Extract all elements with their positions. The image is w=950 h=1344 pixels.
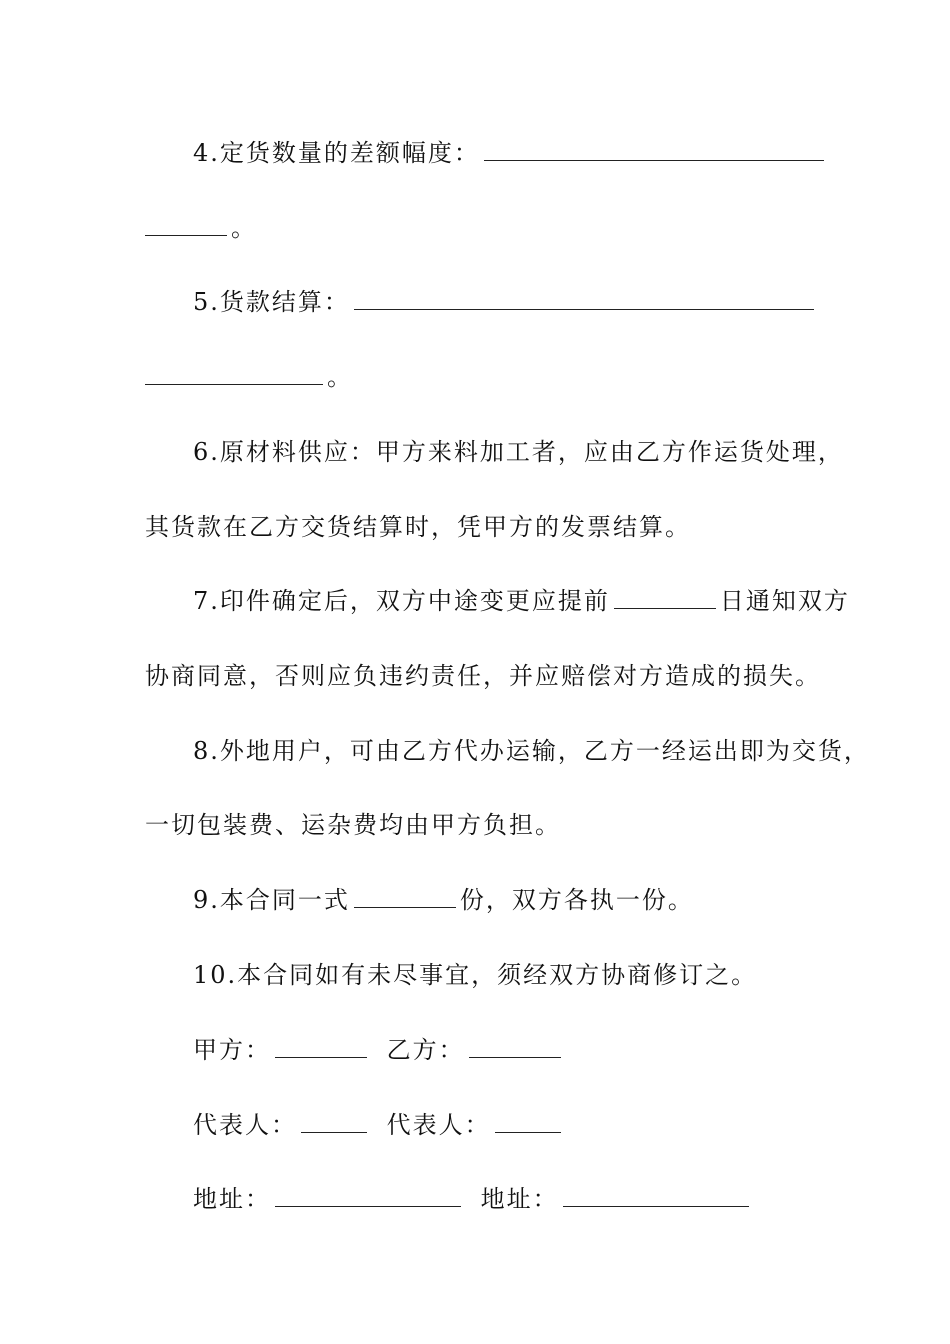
clause-5 <box>193 287 818 317</box>
clause-7-text: 7.印件确定后，双方中途变更应提前 <box>193 587 610 615</box>
blank-field <box>354 906 456 908</box>
clause-6-text: 6.原材料供应：甲方来料加工者，应由乙方作运货处理， <box>193 438 844 466</box>
clause-7-text-post: 日通知双方 <box>719 587 850 615</box>
clause-6-cont <box>145 512 691 542</box>
blank-field <box>484 159 824 161</box>
blank-field <box>145 383 323 385</box>
clause-6 <box>193 437 844 467</box>
clause-7-cont <box>145 661 821 691</box>
clause-10-text: 10.本合同如有未尽事宜，须经双方协商修订之。 <box>193 961 758 989</box>
clause-4-cont <box>145 213 257 243</box>
clause-9-text-post: 份，双方各执一份。 <box>459 886 694 914</box>
clause-8-text-2: 一切包装费、运杂费均由甲方负担。 <box>145 811 561 839</box>
clause-5-cont <box>145 362 353 392</box>
blank-field <box>275 1056 367 1058</box>
blank-field <box>145 234 227 236</box>
clause-8-cont <box>145 810 561 840</box>
signature-party-row <box>193 1035 565 1065</box>
clause-8-text: 8.外地用户，可由乙方代办运输，乙方一经运出即为交货， <box>193 737 870 765</box>
clause-5-text: 5.货款结算： <box>193 288 350 316</box>
clause-10 <box>193 960 757 990</box>
clause-9-text: 9.本合同一式 <box>193 886 350 914</box>
party-a-label: 甲方： <box>193 1036 271 1064</box>
signature-address-row <box>193 1184 753 1214</box>
party-b-label: 乙方： <box>386 1036 465 1064</box>
address-b-label: 地址： <box>480 1185 559 1213</box>
blank-field <box>495 1131 561 1133</box>
address-a-label: 地址： <box>193 1185 271 1213</box>
blank-field <box>354 308 814 310</box>
clause-7 <box>193 586 850 616</box>
rep-b-label: 代表人： <box>386 1111 491 1139</box>
blank-field <box>275 1205 461 1207</box>
clause-6-text-2: 其货款在乙方交货结算时，凭甲方的发票结算。 <box>145 513 691 541</box>
clause-8 <box>193 736 870 766</box>
rep-a-label: 代表人： <box>193 1111 297 1139</box>
clause-4 <box>193 138 828 168</box>
clause-9 <box>193 885 694 915</box>
clause-7-text-2: 协商同意，否则应负违约责任，并应赔偿对方造成的损失。 <box>145 662 821 690</box>
clause-4-text: 4.定货数量的差额幅度： <box>193 139 480 167</box>
blank-field <box>563 1205 749 1207</box>
blank-field <box>301 1131 367 1133</box>
clause-5-end: 。 <box>327 363 353 391</box>
signature-rep-row <box>193 1110 565 1140</box>
clause-4-end: 。 <box>231 214 257 242</box>
blank-field <box>614 607 716 609</box>
blank-field <box>469 1056 561 1058</box>
